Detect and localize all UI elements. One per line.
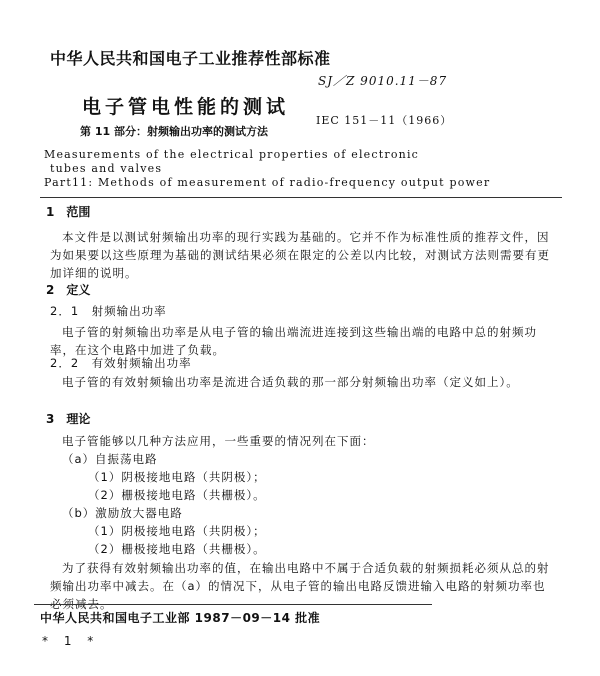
section-heading-scope: 1 范围 <box>46 205 91 219</box>
footer-divider <box>34 604 432 605</box>
definition-heading-2-1: 2．1 射频输出功率 <box>50 304 167 318</box>
case-a-item-2: （2）栅极接地电路（共栅极）。 <box>88 488 266 502</box>
document-title: 电子管电性能的测试 <box>82 96 290 118</box>
english-title-line-3: Part11: Methods of measurement of radio-frequency output power <box>44 176 491 189</box>
case-b-item-2: （2）栅极接地电路（共栅极）。 <box>88 542 266 556</box>
english-title-line-1: Measurements of the electrical properties of electronic <box>44 148 420 161</box>
approval-line: 中华人民共和国电子工业部 1987－09－14 批准 <box>40 611 321 625</box>
header-divider <box>40 197 562 198</box>
definition-text-2-2: 电子管的有效射频输出功率是流进合适负载的那一部分射频输出功率（定义如上）。 <box>62 375 519 389</box>
case-b-label: （b）激励放大器电路 <box>62 506 183 520</box>
standard-category: 中华人民共和国电子工业推荐性部标准 <box>50 49 331 68</box>
case-b-item-1: （1）阴极接地电路（共阴极）； <box>88 524 266 538</box>
english-title-line-2: tubes and valves <box>50 162 163 175</box>
standard-number: SJ／Z 9010.11－87 <box>318 74 448 88</box>
definition-text-2-1: 电子管的射频输出功率是从电子管的输出端流进连接到这些输出端的电路中总的射频功率，在这个电路中加进了负载。 <box>50 325 537 357</box>
section-heading-definitions: 2 定义 <box>46 283 91 297</box>
page-number: * 1 * <box>42 634 100 648</box>
scope-paragraph: 本文件是以测试射频输出功率的现行实践为基础的。它并不作为标准性质的推荐文件，因为如果要以这些原理为基础的测试结果必须在限定的公差以内比较，对测试方法则需要有更加详细的说明。 <box>50 230 550 280</box>
theory-conclusion: 为了获得有效射频输出功率的值，在输出电路中不属于合适负载的射频损耗必须从总的射频输出功率中减去。在（a）的情况下，从电子管的输出电路反馈进输入电路的射频功率也必须减去。 <box>50 561 550 611</box>
definition-heading-2-2: 2．2 有效射频输出功率 <box>50 356 192 370</box>
case-a-item-1: （1）阴极接地电路（共阴极）； <box>88 470 266 484</box>
theory-intro: 电子管能够以几种方法应用，一些重要的情况列在下面： <box>62 434 375 448</box>
iec-number: IEC 151－11（1966） <box>316 114 453 127</box>
case-a-label: （a）自振荡电路 <box>62 452 158 466</box>
section-heading-theory: 3 理论 <box>46 412 91 426</box>
document-subtitle: 第 11 部分：射频输出功率的测试方法 <box>80 125 268 138</box>
